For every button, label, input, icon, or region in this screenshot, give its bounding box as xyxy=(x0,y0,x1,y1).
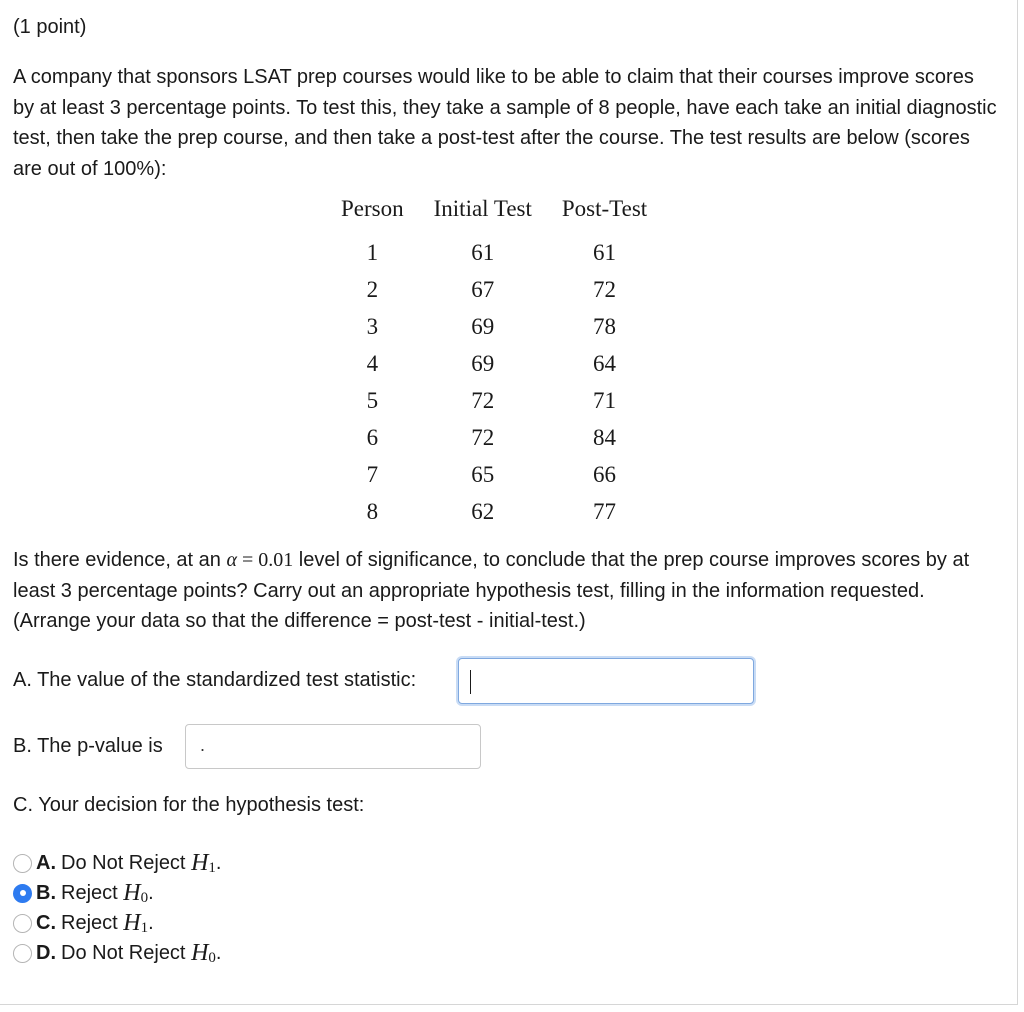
choice-text: Do Not Reject xyxy=(61,941,186,964)
question-part1: Is there evidence, at an xyxy=(13,549,227,571)
radio-button[interactable] xyxy=(13,914,32,933)
cell-initial: 69 xyxy=(471,313,495,339)
choice-do-not-reject-h1[interactable] xyxy=(13,848,221,878)
cell-post: 77 xyxy=(593,498,617,524)
cell-post: 84 xyxy=(593,424,617,450)
table-row xyxy=(326,271,662,308)
question-text xyxy=(13,545,998,637)
cell-initial: 65 xyxy=(471,461,495,487)
question-part2: level of significance, to conclude that the prep course improves scores by at least 3 percentage points? Carry out an appropriate hypothesis test, filling in the information requested. (Arrange your data so that the difference = post-test - initial-test.) xyxy=(13,549,970,632)
header-initial-test: Initial Test xyxy=(433,196,532,221)
table-header-row xyxy=(326,196,662,234)
cell-initial: 72 xyxy=(471,424,495,450)
cell-person: 1 xyxy=(366,239,379,265)
cell-person: 3 xyxy=(366,313,379,339)
cell-person: 5 xyxy=(366,387,379,413)
choice-period: . xyxy=(148,911,154,934)
table-row xyxy=(326,456,662,493)
cell-initial: 61 xyxy=(471,239,495,265)
cell-post: 61 xyxy=(593,239,617,265)
table-row xyxy=(326,234,662,271)
cell-person: 8 xyxy=(366,498,379,524)
hypothesis-symbol: H xyxy=(123,909,141,936)
choice-letter: A. xyxy=(36,851,56,874)
p-value-label: B. The p-value is xyxy=(13,735,163,757)
hypothesis-symbol: H xyxy=(191,939,209,966)
table-row xyxy=(326,493,662,530)
header-person: Person xyxy=(341,196,404,221)
table-row xyxy=(326,345,662,382)
cell-post: 64 xyxy=(593,350,617,376)
cell-post: 78 xyxy=(593,313,617,339)
choice-reject-h1[interactable] xyxy=(13,908,154,938)
choice-period: . xyxy=(215,851,222,874)
problem-intro: A company that sponsors LSAT prep courses would like to be able to claim that their courses improve scores by at least 3 percentage points. To test this, they take a sample of 8 people, have each take an initial diagnostic test, then take the prep course, and then take a post-test after the course. The test results are below (scores are out of 100%): xyxy=(13,66,997,180)
choice-letter: C. xyxy=(36,911,56,934)
choice-do-not-reject-h0[interactable] xyxy=(13,938,221,968)
hypothesis-symbol: H xyxy=(191,849,209,876)
radio-button-selected[interactable] xyxy=(13,884,32,903)
cell-initial: 69 xyxy=(471,350,495,376)
hypothesis-subscript: 1 xyxy=(208,859,216,876)
cell-person: 7 xyxy=(366,461,379,487)
radio-button[interactable] xyxy=(13,854,32,873)
choice-letter: D. xyxy=(36,941,56,964)
table-row xyxy=(326,419,662,456)
choice-letter: B. xyxy=(36,881,56,904)
table-row xyxy=(326,382,662,419)
choice-period: . xyxy=(215,941,222,964)
equals-sign: = xyxy=(236,549,259,571)
text-caret xyxy=(470,670,471,694)
hypothesis-subscript: 0 xyxy=(208,949,216,966)
choice-reject-h0[interactable] xyxy=(13,878,154,908)
cell-post: 72 xyxy=(593,276,617,302)
cell-person: 6 xyxy=(366,424,379,450)
cell-initial: 72 xyxy=(471,387,495,413)
choice-period: . xyxy=(148,881,154,904)
scores-table xyxy=(326,196,662,530)
cell-initial: 67 xyxy=(471,276,495,302)
p-value-input[interactable] xyxy=(185,724,481,769)
radio-button[interactable] xyxy=(13,944,32,963)
test-statistic-input[interactable] xyxy=(458,658,754,704)
alpha-symbol: α xyxy=(226,549,237,571)
hypothesis-symbol: H xyxy=(123,879,141,906)
p-value-text: . xyxy=(200,735,206,755)
choice-text: Reject xyxy=(61,911,118,934)
cell-post: 71 xyxy=(593,387,617,413)
hypothesis-subscript: 0 xyxy=(140,889,149,906)
choice-text: Do Not Reject xyxy=(61,851,186,874)
point-value: (1 point) xyxy=(13,16,87,38)
table-row xyxy=(326,308,662,345)
decision-label: C. Your decision for the hypothesis test: xyxy=(13,794,365,816)
alpha-value: 0.01 xyxy=(258,549,294,571)
cell-person: 4 xyxy=(366,350,379,376)
cell-post: 66 xyxy=(593,461,617,487)
header-post-test: Post-Test xyxy=(561,196,648,221)
cell-initial: 62 xyxy=(471,498,495,524)
choice-text: Reject xyxy=(61,881,118,904)
cell-person: 2 xyxy=(366,276,379,302)
test-statistic-label: A. The value of the standardized test statistic: xyxy=(13,669,417,691)
hypothesis-subscript: 1 xyxy=(140,919,149,936)
